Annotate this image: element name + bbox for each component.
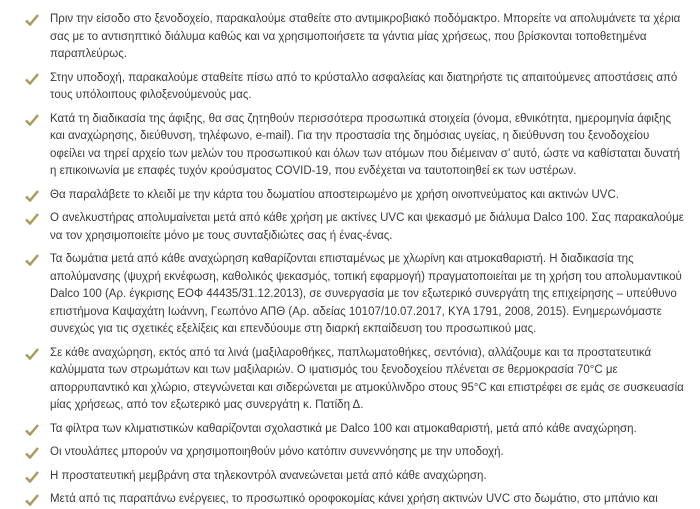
list-item	[25, 468, 686, 486]
checkmark-icon	[25, 190, 39, 202]
list-item	[25, 251, 686, 339]
list-item	[25, 111, 686, 181]
checkmark-icon	[25, 348, 39, 360]
checkmark-icon	[25, 424, 39, 436]
list-item-text: Οι ντουλάπες μπορούν να χρησιμοποιηθούν μόνο κατόπιν συνεννόησης με την υποδοχή.	[50, 446, 504, 458]
checkmark-icon	[25, 14, 39, 26]
checkmark-icon	[25, 494, 39, 506]
list-item	[25, 187, 686, 205]
list-item-text: Στην υποδοχή, παρακαλούμε σταθείτε πίσω από το κρύσταλλο ασφαλείας και διατηρήστε τις απαιτούμενες αποστάσεις από τους υπόλοιπους φιλοξενούμενούς μας.	[50, 71, 678, 101]
list-item-text: Θα παραλάβετε το κλειδί με την κάρτα του δωματίου αποστειρωμένο με χρήση οινοπνεύματος και ακτινών UVC.	[50, 188, 619, 201]
list-item-text: Κατά τη διαδικασία της άφιξης, θα σας ζητηθούν περισσότερα προσωπικά στοιχεία (όνομα, εθνικότητα, ημερομηνία άφιξης και αναχώρησης, διεύθυνση, τηλέφωνο, e-mail). Για την προστασία της δημόσιας υγείας, η διεύθυνση του ξενοδοχείου οφείλει να τηρεί αρχείο των μελών του προσωπικού και όλων των ατόμων που διέμειναν σ’ αυτό, ώστε να καθίσταται δυνατή η επικοινωνία με επαφές τυχόν κρούσματος COVID-19, που ενδέχεται να ταυτοποιηθεί εκ των υστέρων.	[50, 112, 681, 177]
checkmark-icon	[25, 73, 39, 85]
list-item-text: Τα φίλτρα των κλιματιστικών καθαρίζονται σχολαστικά με Dalco 100 και ατμοκαθαριστή, μετά από κάθε αναχώρηση.	[50, 422, 637, 435]
list-item	[25, 444, 686, 462]
list-item-text: Ο ανελκυστήρας απολυμαίνεται μετά από κάθε χρήση με ακτίνες UVC και ψεκασμό με διάλυμα Dalco 100. Σας παρακαλούμε να τον χρησιμοποιείτε μόνο με τους συνταξιδιώτες σας ή ένας-ένας.	[50, 212, 684, 242]
list-item-text: Σε κάθε αναχώρηση, εκτός από τα λινά (μαξιλαροθήκες, παπλωματοθήκες, σεντόνια), αλλάζουμε και τα προστατευτικά καλύμματα των στρωμάτων και των μαξιλαριών. Ο ιματισμός του ξενοδοχείου πλένεται σε θερμοκρασία 70°C με απορρυπαντικό και χλώριο, στεγνώνεται και σιδερώνεται με ατμοκύλινδρο στους 95°C και επιστρέφει σε εμάς σε συσκευασία μίας χρήσεως, από τον εξωτερικό μας συνεργάτη κ. Πατίδη Δ.	[50, 346, 684, 411]
list-item	[25, 70, 686, 105]
list-item	[25, 345, 686, 415]
checkmark-icon	[25, 114, 39, 126]
list-item-text: Πριν την είσοδο στο ξενοδοχείο, παρακαλούμε σταθείτε στο αντιμικροβιακό ποδόμακτρο. Μπορείτε να απολυμάνετε τα χέρια σας με το αντισηπτικό διάλυμα καθώς και να χρησιμοποιήσετε τα γάντια μίας χρήσεως, που βρίσκονται τοποθετημένα παραπλεύρως.	[50, 13, 681, 60]
list-item	[25, 210, 686, 245]
checkmark-icon	[25, 471, 39, 483]
list-item	[25, 11, 686, 64]
list-item	[25, 421, 686, 439]
list-item-text: Η προστατευτική μεμβράνη στα τηλεκοντρόλ ανανεώνεται μετά από κάθε αναχώρηση.	[50, 469, 487, 482]
list-item-text: Μετά από τις παραπάνω ενέργειες, το προσωπικό οροφοκομίας κάνει χρήση ακτινών UVC στο δωμάτιο, στο μπάνιο και	[50, 493, 658, 505]
checkmark-icon	[25, 254, 39, 266]
checkmark-icon	[25, 447, 39, 459]
checkmark-icon	[25, 213, 39, 225]
list-item-text: Τα δωμάτια μετά από κάθε αναχώρηση καθαρίζονται επισταμένως με χλωρίνη και ατμοκαθαριστή. Η διαδικασία της απολύμανσης (ψυχρή εκνέφωση, καθολικός ψεκασμός, τοπική εφαρμογή) πραγματοποιείται με τη χρήση του απολυμαντικού Dalco 100 (Αρ. έγκρισης ΕΟΦ 44435/31.12.2013), σε συνεργασία με τον εξωτερικό συνεργάτη της επιχείρησης – υπεύθυνο επιστήμονα Καψαχάτη Ιωάννη, Γεωπόνο ΑΠΘ (Αρ. αδείας 10107/10.07.2017, ΚΥΑ 1791, 2008, 2015). Ενημερωνόμαστε συνεχώς για τις σχετικές εξελίξεις και επενδύουμε στη διαρκή εκπαίδευση του προσωπικού μας.	[50, 253, 682, 335]
